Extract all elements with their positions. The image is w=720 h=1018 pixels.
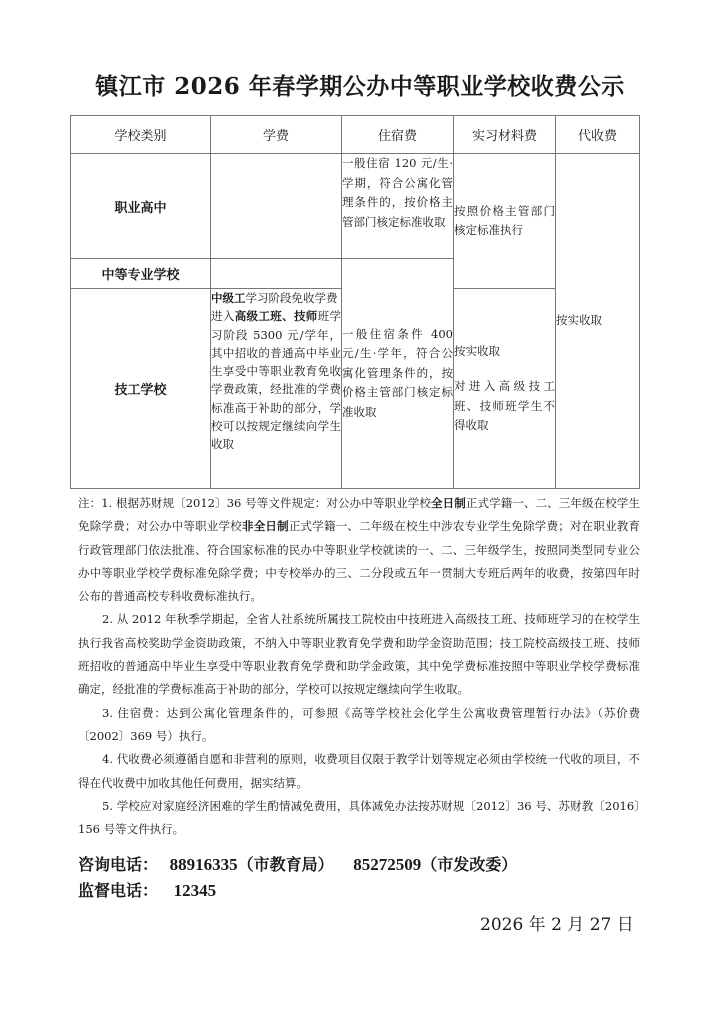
materials-vocational-specialized: 按照价格主管部门核定标准执行 [454, 154, 556, 289]
note-1 [78, 492, 640, 608]
consult-phone-2: 85272509 [353, 855, 422, 874]
note-4: 4. 代收费必须遵循自愿和非营利的原则，收费项目仅限于教学计划等规定必须由学校统一代收的项目，不得在代收费中加收其他任何费用，据实结算。 [78, 752, 640, 790]
table-header-row [71, 116, 640, 154]
publish-date: 2026 年 2 月 27 日 [480, 915, 634, 935]
tuition-secondary-specialized [211, 259, 342, 289]
consult-phone-line [78, 852, 517, 875]
tuition-text-1: 学习阶段免收学费 [245, 291, 338, 305]
table-row-vocational-high [71, 154, 640, 259]
consult-phone-1: 88916335 [169, 855, 238, 874]
consult-org-2: （市发改委） [421, 855, 518, 874]
consult-org-1: （市教育局） [237, 855, 334, 874]
header-tuition: 学费 [211, 116, 342, 154]
tuition-bold-advanced: 高级工班、技师 [234, 309, 318, 324]
accommodation-other: 一般住宿条件 400 元/生·学年，符合公寓化管理条件的，按价格主管部门核定标准收取 [342, 259, 454, 489]
supervise-phone-line [78, 878, 216, 901]
materials-technical-line-1: 按实收取 [454, 343, 500, 358]
header-accommodation: 住宿费 [342, 116, 454, 154]
document-title: 镇江市 2026 年春学期公办中等职业学校收费公示 [95, 73, 625, 100]
school-type-vocational-high: 职业高中 [71, 154, 211, 259]
school-type-technical: 技工学校 [71, 289, 211, 489]
tuition-technical [211, 289, 342, 489]
materials-technical-line-2: 对进入高级技工班、技师班学生不得收取 [454, 379, 555, 432]
fee-table [70, 115, 640, 489]
note-3: 3. 住宿费：达到公寓化管理条件的，可参照《高等学校社会化学生公寓收费管理暂行办法》（苏价费〔2002〕369 号）执行。 [78, 705, 640, 743]
header-materials: 实习材料费 [454, 116, 556, 154]
note-1-text-c: 正式学籍一、二、三年级在校学生免除学费；对公办中等职业学校 [78, 496, 641, 534]
header-school-type: 学校类别 [71, 116, 211, 154]
note-5: 5. 学校应对家庭经济困难的学生酌情减免费用，具体减免办法按苏财规〔2012〕36 号、苏财教〔2016〕156 号等文件执行。 [78, 798, 640, 837]
school-type-secondary-specialized: 中等专业学校 [71, 259, 211, 289]
note-1-text-d: 正式学籍一、二年级在校生中涉农专业学生免除学费；对在职业教育行政管理部门依法批准、符合国家标准的民办中等职业学校就读的一、二、三年级学生，按照同类型同专业公办中等职业学校学费标准免除学费；中专校举办的三、二分段或五年一贯制大专班后两年的收费，按第四年时公布的普通高校专科收费标准执行。 [78, 519, 641, 604]
note-2: 2. 从 2012 年秋季学期起，全省人社系统所属技工院校由中技班进入高级技工班、技师班学习的在校学生执行我省高校奖助学金资助政策，不纳入中等职业教育免学费和助学金资助范围；技工院校高级技工班、技师班招收的普通高中毕业生享受中等职业教育免学费和助学金政策，其中免学费标准按照中等职业学校学费标准确定，经批准的学费标准高于补助的部分，学校可以按规定继续向学生收取。 [78, 612, 640, 697]
tuition-bold-intermediate: 中级工 [211, 291, 246, 305]
note-1-text-a: 注：1. 根据苏财规〔2012〕36 号等文件规定：对公办中等职业学校 [78, 496, 431, 510]
consult-label: 咨询电话： [78, 855, 159, 874]
note-1-bold-fulltime: 全日制 [431, 496, 466, 510]
supervise-phone: 12345 [173, 881, 217, 900]
accommodation-vocational-high: 一般住宿 120 元/生·学期，符合公寓化管理条件的，按价格主管部门核定标准收取 [342, 154, 454, 259]
supervise-label: 监督电话： [78, 881, 159, 900]
note-1-bold-parttime: 非全日制 [241, 519, 289, 534]
agency-fee: 按实收取 [556, 154, 640, 489]
notes-section [78, 492, 640, 841]
tuition-text-prefix: 进入 [211, 309, 235, 324]
materials-technical [454, 289, 556, 489]
tuition-vocational-high [211, 154, 342, 259]
header-agency-fee: 代收费 [556, 116, 640, 154]
tuition-text-2: 班学习阶段 5300 元/学年，其中招收的普通高中毕业生享受中等职业教育免收学费政策，经批准的学费标准高于补助的部分，学校可以按规定继续向学生收取 [211, 309, 342, 452]
